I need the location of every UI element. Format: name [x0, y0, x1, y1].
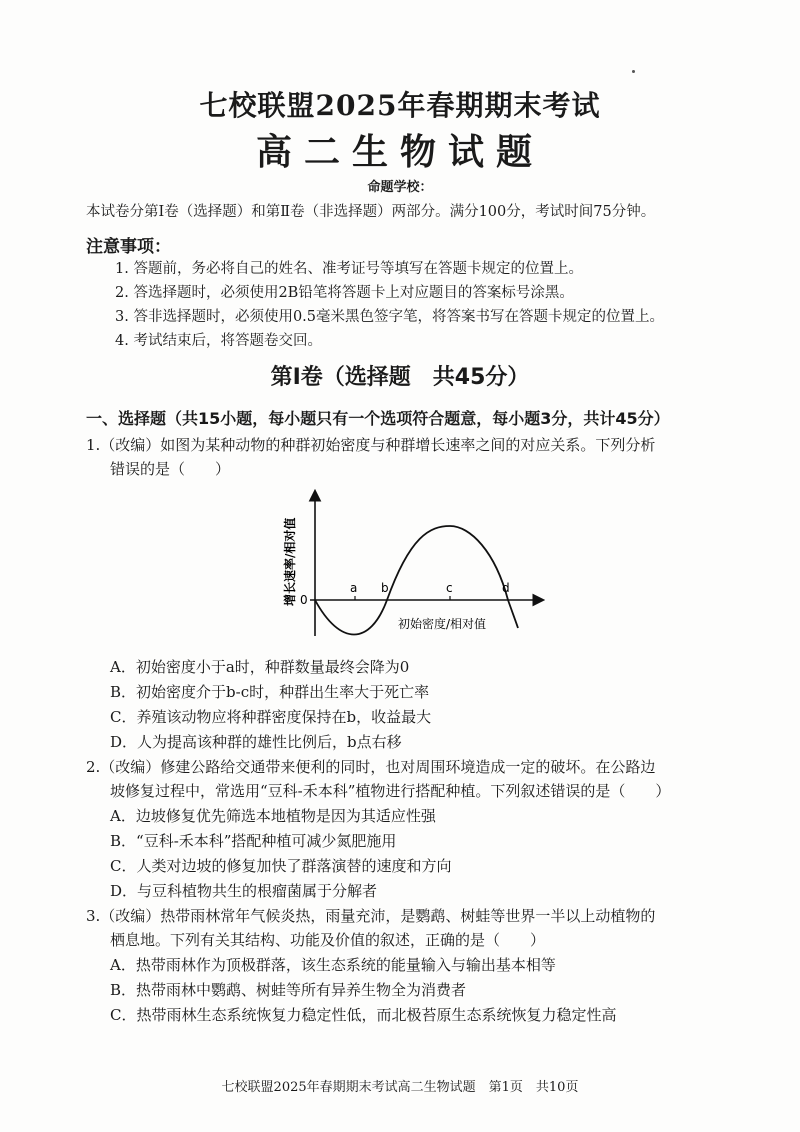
question-1-option-d: D．人为提高该种群的雄性比例后，b点右移 [110, 733, 402, 751]
question-1-option-a: A．初始密度小于a时，种群数量最终会降为0 [110, 658, 410, 676]
question-3-option-a: A．热带雨林作为顶极群落，该生态系统的能量输入与输出基本相等 [110, 956, 556, 974]
growth-rate-chart [270, 486, 560, 646]
notice-item: 4. 考试结束后，将答题卷交回。 [115, 333, 322, 349]
section-title: 第Ⅰ卷（选择题 共45分） [270, 365, 530, 390]
question-3-option-b: B．热带雨林中鹦鹉、树蛙等所有异养生物全为消费者 [110, 981, 467, 999]
notice-title: 注意事项： [86, 237, 171, 257]
origin-label: 0 [300, 593, 308, 607]
question-1-stem-cont: 错误的是（ ） [110, 460, 231, 478]
question-1-option-b: B．初始密度介于b-c时，种群出生率大于死亡率 [110, 683, 430, 701]
notice-item: 2. 答选择题时，必须使用2B铅笔将答题卡上对应题目的答案标号涂黑。 [115, 285, 574, 301]
question-3-option-c: C．热带雨林生态系统恢复力稳定性低，而北极苔原生态系统恢复力稳定性高 [110, 1006, 617, 1024]
question-2-option-c: C．人类对边坡的修复加快了群落演替的速度和方向 [110, 857, 452, 875]
notice-item: 3. 答非选择题时，必须使用0.5毫米黑色签字笔，将答案书写在答题卡规定的位置上。 [115, 309, 665, 325]
question-1-option-c: C．养殖该动物应将种群密度保持在b，收益最大 [110, 708, 432, 726]
notice-item: 1. 答题前，务必将自己的姓名、准考证号等填写在答题卡规定的位置上。 [115, 261, 583, 277]
exam-title: 七校联盟2025年春期期末考试 [199, 89, 601, 122]
scan-speck [632, 70, 635, 73]
subject-title: 高二生物试题 [255, 131, 544, 173]
exam-intro: 本试卷分第Ⅰ卷（选择题）和第Ⅱ卷（非选择题）两部分。满分100分，考试时间75分钟。 [86, 204, 656, 220]
page-footer: 七校联盟2025年春期期末考试高二生物试题 第1页 共10页 [221, 1080, 579, 1095]
question-3-stem-cont: 栖息地。下列有关其结构、功能及价值的叙述，正确的是（ ） [110, 931, 546, 949]
point-label-b: b [381, 581, 389, 595]
point-label-d: d [502, 581, 510, 595]
question-2-option-b: B．“豆科-禾本科”搭配种植可减少氮肥施用 [110, 832, 397, 850]
part-heading: 一、选择题（共15小题，每小题只有一个选项符合题意，每小题3分，共计45分） [86, 409, 670, 428]
question-2-stem-cont: 坡修复过程中，常选用“豆科-禾本科”植物进行搭配种植。下列叙述错误的是（ ） [110, 782, 671, 800]
point-label-a: a [350, 581, 358, 595]
question-2-stem: 2.（改编）修建公路给交通带来便利的同时，也对周围环境造成一定的破坏。在公路边 [86, 758, 656, 776]
x-axis-label: 初始密度/相对值 [398, 617, 487, 631]
question-2-option-a: A．边坡修复优先筛选本地植物是因为其适应性强 [110, 807, 436, 825]
point-label-c: c [446, 581, 453, 595]
question-1-stem: 1.（改编）如图为某种动物的种群初始密度与种群增长速率之间的对应关系。下列分析 [86, 436, 656, 454]
school-label: 命题学校： [367, 180, 433, 195]
question-3-stem: 3.（改编）热带雨林常年气候炎热，雨量充沛，是鹦鹉、树蛙等世界一半以上动植物的 [86, 907, 656, 925]
question-2-option-d: D．与豆科植物共生的根瘤菌属于分解者 [110, 882, 378, 900]
y-axis-label: 增长速率/相对值 [283, 517, 297, 606]
